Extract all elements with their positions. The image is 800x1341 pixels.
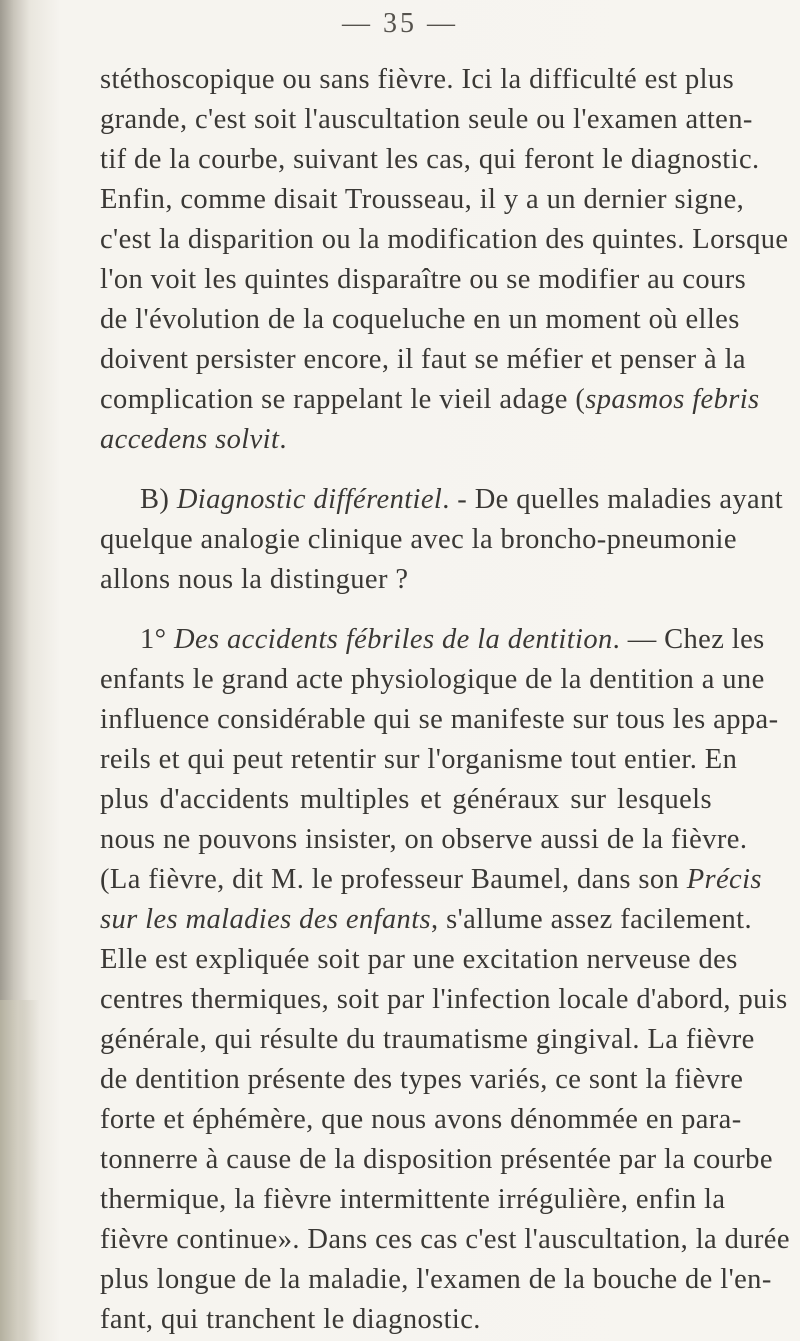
page-number: — 35 — <box>342 8 458 39</box>
text-line: doivent persister encore, il faut se méfier et penser à la <box>100 344 746 375</box>
text-line: quelque analogie clinique avec la broncho-pneumonie <box>100 524 737 555</box>
text-span: . — Chez les <box>612 624 765 655</box>
book-title: Précis <box>686 864 762 895</box>
text-line: tonnerre à cause de la disposition présentée par la courbe <box>100 1144 773 1175</box>
text-line: c'est la disparition ou la modification des quintes. Lorsque <box>100 224 789 255</box>
text-line: plus longue de la maladie, l'examen de la bouche de l'en- <box>100 1264 772 1295</box>
text-line: de dentition présente des types variés, ce sont la fièvre <box>100 1064 744 1095</box>
text-line: enfants le grand acte physiologique de la dentition a une <box>100 664 765 695</box>
subsection-number: 1° <box>140 624 174 655</box>
subsection-title: Des accidents fébriles de la dentition <box>173 624 613 655</box>
text-line: reils et qui peut retentir sur l'organisme tout entier. En <box>100 744 738 775</box>
section-letter: B) <box>140 484 177 515</box>
text-line: allons nous la distinguer ? <box>100 564 409 595</box>
text-line: l'on voit les quintes disparaître ou se modifier au cours <box>100 264 747 295</box>
text-line: fant, qui tranchent le diagnostic. <box>100 1304 481 1335</box>
text-line: grande, c'est soit l'auscultation seule ou l'examen atten- <box>100 104 753 135</box>
text-span: , s'allume assez facilement. <box>431 904 753 935</box>
text-line: Elle est expliquée soit par une excitation nerveuse des <box>100 944 738 975</box>
text-span: (La fièvre, dit M. le professeur Baumel, dans son <box>100 864 687 895</box>
subsection-heading-1 <box>140 620 765 660</box>
text-line: thermique, la fièvre intermittente irrégulière, enfin la <box>100 1184 726 1215</box>
page-edge-shadow <box>0 1000 40 1341</box>
text-line: nous ne pouvons insister, on observe aussi de la fièvre. <box>100 824 748 855</box>
text-line: de l'évolution de la coqueluche en un moment où elles <box>100 304 740 335</box>
text-line: générale, qui résulte du traumatisme gingival. La fièvre <box>100 1024 755 1055</box>
book-title: sur les maladies des enfants <box>100 904 432 935</box>
latin-adage: spasmos febris <box>585 384 760 415</box>
text-span: . - De quelles maladies ayant <box>442 484 784 515</box>
text-line: tif de la courbe, suivant les cas, qui feront le diagnostic. <box>100 144 760 175</box>
section-title: Diagnostic différentiel <box>176 484 443 515</box>
text-line: plus d'accidents multiples et généraux sur lesquels <box>100 784 712 815</box>
text-span: complication se rappelant le vieil adage ( <box>100 384 586 415</box>
text-line: centres thermiques, soit par l'infection locale d'abord, puis <box>100 984 788 1015</box>
text-line: forte et éphémère, que nous avons dénommée en para- <box>100 1104 742 1135</box>
text-line: stéthoscopique ou sans fièvre. Ici la difficulté est plus <box>100 64 735 95</box>
text-line <box>100 420 712 460</box>
text-line <box>100 860 762 900</box>
latin-adage: accedens solvit <box>100 424 280 455</box>
text-span: . <box>279 424 287 455</box>
section-heading-b <box>140 480 784 520</box>
text-line: Enfin, comme disait Trousseau, il y a un dernier signe, <box>100 184 745 215</box>
text-line <box>100 380 760 420</box>
text-line <box>100 900 753 940</box>
text-line: fièvre continue». Dans ces cas c'est l'auscultation, la durée <box>100 1224 790 1255</box>
text-line: influence considérable qui se manifeste sur tous les appa- <box>100 704 779 735</box>
